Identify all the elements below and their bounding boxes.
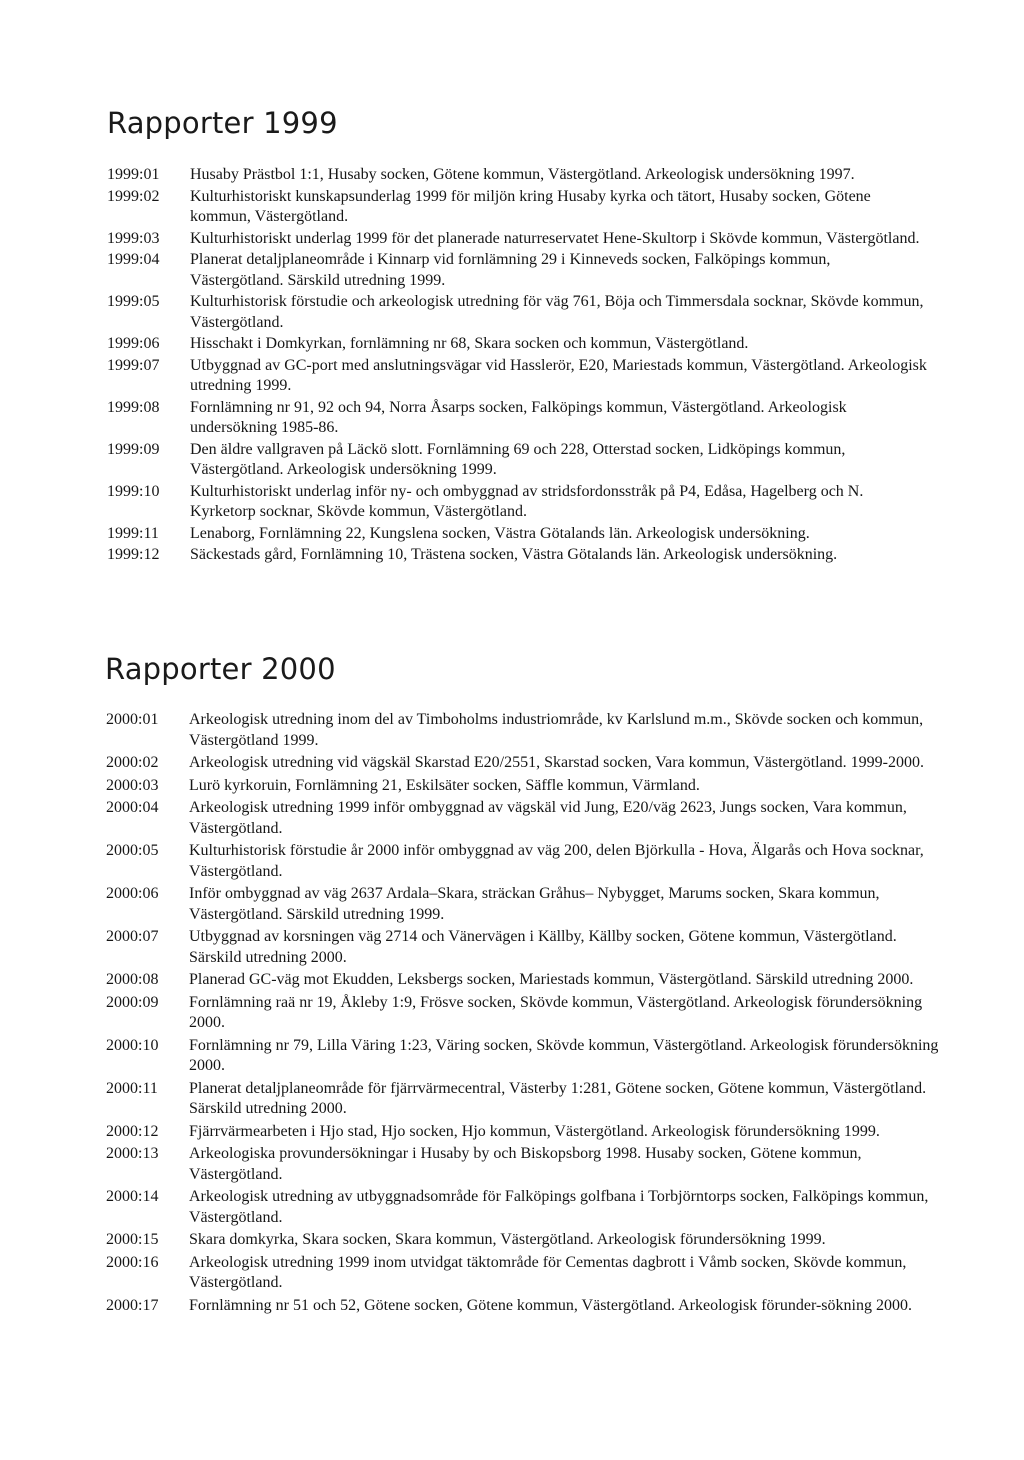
report-code: 2000:17 <box>106 1296 159 1314</box>
report-title: Arkeologisk utredning av utbyggnadsområde för Falköpings golfbana i Torbjörntorps socken, Falköpings kommun, Västergötland. <box>189 1188 929 1226</box>
section-heading-2000: Rapporter 2000 <box>105 652 336 686</box>
report-code: 1999:07 <box>107 356 160 374</box>
report-entry <box>106 1144 946 1185</box>
report-entry <box>107 482 927 523</box>
report-title: Skara domkyrka, Skara socken, Skara kommun, Västergötland. Arkeologisk förundersökning 1999. <box>189 1231 826 1248</box>
report-entry <box>106 798 946 839</box>
report-code: 2000:11 <box>106 1079 158 1097</box>
report-title: Utbyggnad av GC-port med anslutningsvägar vid Hasslerör, E20, Mariestads kommun, Västergötland. Arkeologisk utredning 1999. <box>190 356 927 394</box>
report-title: Fornlämning nr 91, 92 och 94, Norra Åsarps socken, Falköpings kommun, Västergötland. Arkeologisk undersökning 1985-86. <box>190 398 847 436</box>
report-code: 2000:12 <box>106 1122 159 1140</box>
report-code: 2000:13 <box>106 1145 159 1162</box>
report-title: Kulturhistoriskt underlag 1999 för det planerade naturreservatet Hene-Skultorp i Skövde kommun, Västergötland. <box>190 229 920 247</box>
report-entry <box>107 545 927 566</box>
report-entry <box>106 1079 946 1120</box>
report-title: Arkeologisk utredning inom del av Timboholms industriområde, kv Karlslund m.m., Skövde socken och kommun, Västergötland 1999. <box>189 711 924 749</box>
report-title: Fjärrvärmearbeten i Hjo stad, Hjo socken, Hjo kommun, Västergötland. Arkeologisk förundersökning 1999. <box>189 1122 880 1140</box>
report-title: Utbyggnad av korsningen väg 2714 och Vänervägen i Källby, Källby socken, Götene kommun, Västergötland. Särskild utredning 2000. <box>189 928 897 966</box>
report-code: 1999:05 <box>107 293 160 310</box>
report-entry <box>106 927 946 968</box>
report-code: 2000:14 <box>106 1188 159 1205</box>
report-entry <box>106 753 946 774</box>
report-entry <box>107 398 927 439</box>
report-title: Planerat detaljplaneområde i Kinnarp vid fornlämning 29 i Kinneveds socken, Falköpings kommun, Västergötland. Särskild utredning 1999. <box>190 251 831 289</box>
report-title: Fornlämning nr 79, Lilla Väring 1:23, Väring socken, Skövde kommun, Västergötland. Arkeologisk förundersökning 2000. <box>189 1036 939 1074</box>
report-entry <box>107 250 927 291</box>
report-entry <box>106 884 946 925</box>
report-entry <box>107 165 927 186</box>
report-entry <box>106 710 946 751</box>
report-title: Lurö kyrkoruin, Fornlämning 21, Eskilsäter socken, Säffle kommun, Värmland. <box>189 776 700 794</box>
report-title: Kulturhistorisk förstudie år 2000 inför ombyggnad av väg 200, delen Björkulla - Hova, Älgarås och Hova socknar, Västergötland. <box>189 842 924 880</box>
report-title: Lenaborg, Fornlämning 22, Kungslena socken, Västra Götalands län. Arkeologisk undersökning. <box>190 524 810 542</box>
report-entry <box>106 776 946 797</box>
report-entry <box>107 440 927 481</box>
report-entry <box>107 356 927 397</box>
report-code: 1999:11 <box>107 524 159 542</box>
report-entry <box>106 1122 946 1143</box>
report-code: 1999:04 <box>107 251 160 268</box>
report-code: 1999:09 <box>107 440 160 458</box>
report-entry <box>107 334 927 355</box>
report-title: Inför ombyggnad av väg 2637 Ardala–Skara, sträckan Gråhus– Nybygget, Marums socken, Skara kommun, Västergötland. Särskild utredning 1999. <box>189 885 880 923</box>
section-heading-1999: Rapporter 1999 <box>107 106 338 140</box>
report-entry <box>106 1296 946 1317</box>
report-code: 2000:15 <box>106 1231 159 1248</box>
report-entry <box>106 1253 946 1294</box>
report-entry <box>107 524 927 545</box>
report-code: 1999:12 <box>107 546 160 563</box>
report-code: 1999:03 <box>107 229 160 247</box>
report-entry <box>107 229 927 250</box>
report-entry <box>106 1230 946 1251</box>
report-entry <box>107 187 927 228</box>
report-entry <box>106 841 946 882</box>
report-code: 2000:04 <box>106 799 159 816</box>
report-code: 1999:02 <box>107 187 160 205</box>
report-code: 2000:02 <box>106 754 159 771</box>
report-code: 2000:06 <box>106 885 159 902</box>
report-code: 2000:16 <box>106 1253 159 1271</box>
report-title: Säckestads gård, Fornlämning 10, Trästena socken, Västra Götalands län. Arkeologisk undersökning. <box>190 546 838 563</box>
report-title: Hisschakt i Domkyrkan, fornlämning nr 68, Skara socken och kommun, Västergötland. <box>190 335 749 352</box>
report-code: 1999:08 <box>107 398 160 416</box>
report-list-2000 <box>106 710 946 1318</box>
report-title: Arkeologiska provundersökningar i Husaby by och Biskopsborg 1998. Husaby socken, Götene kommun, Västergötland. <box>189 1145 862 1183</box>
report-title: Kulturhistoriskt underlag inför ny- och ombyggnad av stridsfordonsstråk på P4, Edåsa, Hagelberg och N. Kyrketorp socknar, Skövde kommun, Västergötland. <box>190 482 864 520</box>
report-code: 2000:07 <box>106 928 159 945</box>
report-entry <box>106 1187 946 1228</box>
report-title: Planerat detaljplaneområde för fjärrvärmecentral, Västerby 1:281, Götene socken, Götene kommun, Västergötland. Särskild utredning 2000. <box>189 1079 927 1117</box>
report-title: Arkeologisk utredning 1999 inför ombyggnad av vägskäl vid Jung, E20/väg 2623, Jungs socken, Vara kommun, Västergötland. <box>189 799 907 837</box>
report-list-1999 <box>107 165 927 567</box>
report-entry <box>106 970 946 991</box>
report-code: 2000:10 <box>106 1036 159 1054</box>
report-title: Husaby Prästbol 1:1, Husaby socken, Götene kommun, Västergötland. Arkeologisk undersökning 1997. <box>190 166 855 183</box>
report-title: Den äldre vallgraven på Läckö slott. Fornlämning 69 och 228, Otterstad socken, Lidköpings kommun, Västergötland. Arkeologisk undersökning 1999. <box>190 440 846 478</box>
report-code: 2000:09 <box>106 993 159 1011</box>
report-code: 1999:10 <box>107 482 160 500</box>
report-title: Kulturhistorisk förstudie och arkeologisk utredning för väg 761, Böja och Timmersdala socknar, Skövde kommun, Västergötland. <box>190 293 924 331</box>
report-code: 2000:08 <box>106 971 159 988</box>
report-code: 2000:03 <box>106 776 159 794</box>
report-code: 2000:05 <box>106 842 159 859</box>
report-title: Fornlämning nr 51 och 52, Götene socken, Götene kommun, Västergötland. Arkeologisk förunder-sökning 2000. <box>189 1296 912 1314</box>
report-title: Arkeologisk utredning 1999 inom utvidgat täktområde för Cementas dagbrott i Våmb socken, Skövde kommun, Västergötland. <box>189 1253 907 1291</box>
report-title: Planerad GC-väg mot Ekudden, Leksbergs socken, Mariestads kommun, Västergötland. Särskild utredning 2000. <box>189 971 914 988</box>
report-title: Arkeologisk utredning vid vägskäl Skarstad E20/2551, Skarstad socken, Vara kommun, Västergötland. 1999-2000. <box>189 754 925 771</box>
report-title: Kulturhistoriskt kunskapsunderlag 1999 för miljön kring Husaby kyrka och tätort, Husaby socken, Götene kommun, Västergötland. <box>190 187 871 225</box>
report-entry <box>106 1036 946 1077</box>
report-title: Fornlämning raä nr 19, Åkleby 1:9, Frösve socken, Skövde kommun, Västergötland. Arkeologisk förundersökning 2000. <box>189 993 923 1031</box>
report-code: 2000:01 <box>106 711 159 728</box>
report-entry <box>106 993 946 1034</box>
report-entry <box>107 292 927 333</box>
report-code: 1999:01 <box>107 166 160 183</box>
report-code: 1999:06 <box>107 335 160 352</box>
